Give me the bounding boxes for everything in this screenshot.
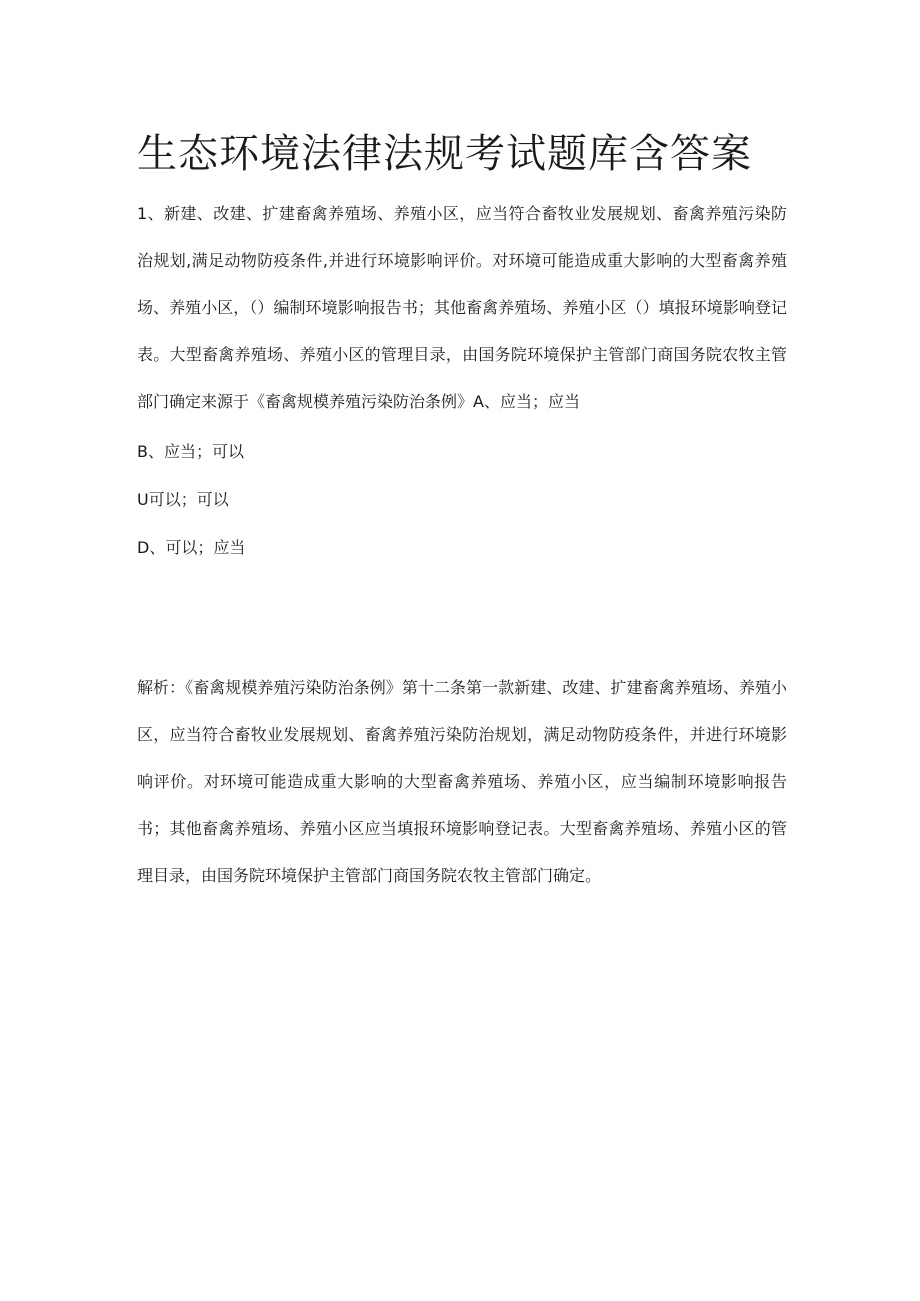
document-title: 生态环境法律法规考试题库含答案 (137, 131, 752, 177)
option-d: D、可以；应当 (137, 538, 246, 557)
question-text: 1、新建、改建、扩建畜禽养殖场、养殖小区，应当符合畜牧业发展规划、畜禽养殖污染防治规划,满足动物防疫条件,并进行环境影响评价。对环境可能造成重大影响的大型畜禽养殖场、养殖小区，（）编制环境影响报告书；其他畜禽养殖场、养殖小区（）填报环境影响登记表。大型畜禽养殖场、养殖小区的管理目录，由国务院环境保护主管部门商国务院农牧主管部门确定来源于《畜禽规模养殖污染防治条例》A、应当；应当 (137, 204, 787, 411)
option-c: U可以；可以 (137, 490, 229, 509)
option-b: B、应当；可以 (137, 442, 244, 461)
answer-options (137, 428, 787, 572)
analysis-text: 解析：《畜禽规模养殖污染防治条例》第十二条第一款新建、改建、扩建畜禽养殖场、养殖小区，应当符合畜牧业发展规划、畜禽养殖污染防治规划，满足动物防疫条件，并进行环境影响评价。对环境可能造成重大影响的大型畜禽养殖场、养殖小区，应当编制环境影响报告书；其他畜禽养殖场、养殖小区应当填报环境影响登记表。大型畜禽养殖场、养殖小区的管理目录，由国务院环境保护主管部门商国务院农牧主管部门确定。 (137, 678, 787, 885)
